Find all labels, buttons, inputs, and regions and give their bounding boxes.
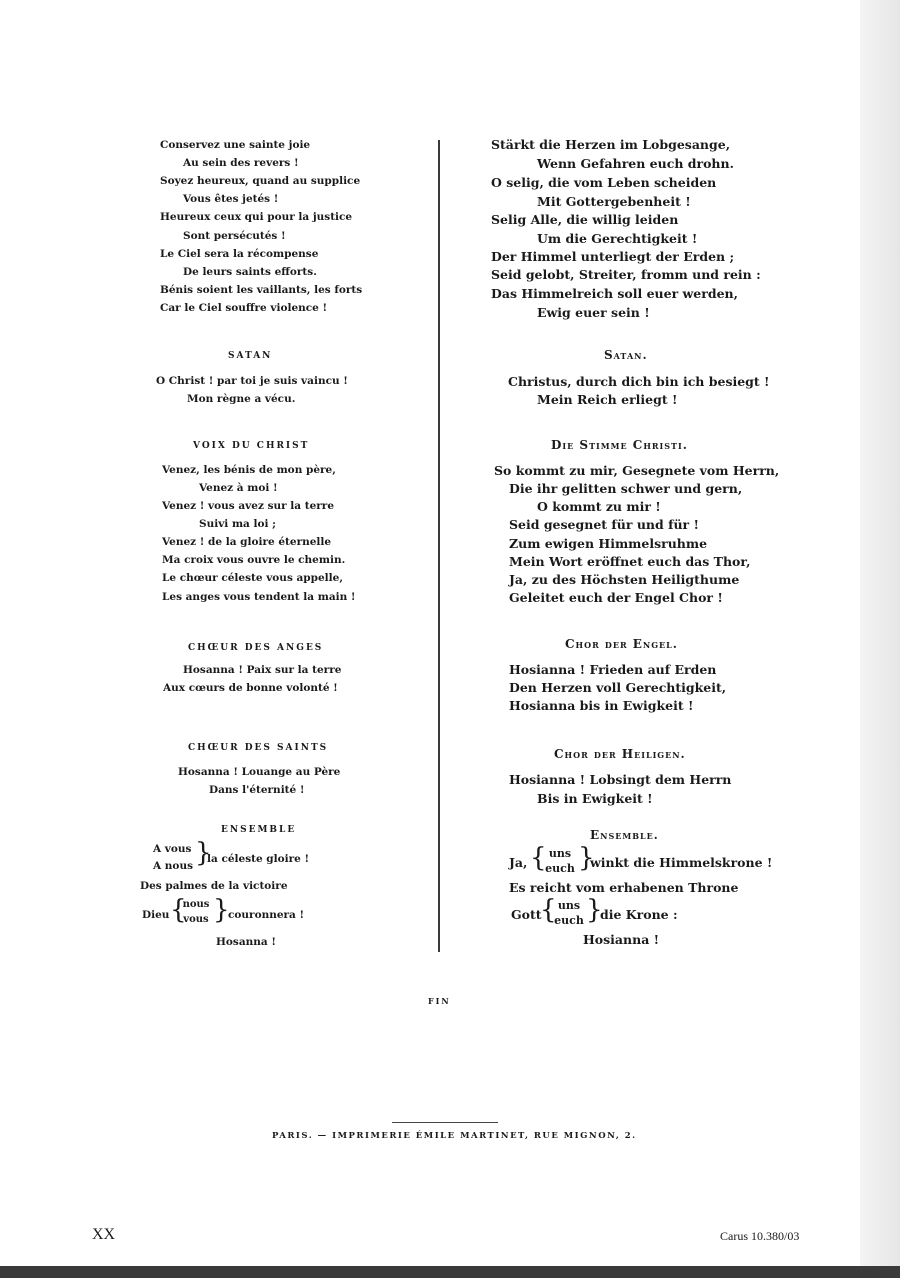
fr-ensemble-couronnera: couronnera !: [228, 909, 305, 921]
de-verse-line: So kommt zu mir, Gesegnete vom Herrn,: [494, 463, 780, 478]
de-verse-line: Mein Reich erliegt !: [537, 392, 678, 407]
de-verse-line: Wenn Gefahren euch drohn.: [537, 156, 734, 171]
right-brace: }: [586, 895, 603, 925]
de-verse-line: Die ihr gelitten schwer und gern,: [509, 481, 743, 496]
fr-verse-line: Mon règne a vécu.: [187, 393, 296, 405]
de-verse-line: Seid gelobt, Streiter, fromm und rein :: [491, 267, 761, 282]
fr-heading-satan: SATAN: [228, 351, 273, 361]
fr-verse-line: Hosanna ! Louange au Père: [178, 766, 341, 778]
fr-verse-line: Suivi ma loi ;: [199, 518, 277, 530]
fr-ensemble-vous: vous: [183, 914, 209, 925]
de-ensemble-krone: die Krone :: [600, 907, 678, 922]
de-verse-line: Geleitet euch der Engel Chor !: [509, 590, 723, 605]
de-ensemble-uns-euch: [550, 898, 588, 928]
right-brace: }: [578, 843, 595, 873]
de-ensemble-euch: euch: [554, 914, 584, 927]
de-verse-line: Das Himmelreich soll euer werden,: [491, 286, 738, 301]
fr-verse-line: Venez, les bénis de mon père,: [162, 464, 336, 476]
de-verse-line: Hosianna ! Lobsingt dem Herrn: [509, 772, 732, 787]
left-brace: {: [530, 843, 547, 873]
de-ensemble-uns-euch: [540, 846, 580, 876]
fr-verse-line: Venez ! de la gloire éternelle: [162, 536, 332, 548]
fr-heading-ensemble: ENSEMBLE: [221, 825, 297, 835]
de-ensemble-euch: euch: [545, 862, 575, 875]
fr-verse-line: Vous êtes jetés !: [183, 193, 279, 205]
page-edge: [860, 0, 900, 1266]
de-verse-line: Christus, durch dich bin ich besiegt !: [508, 374, 770, 389]
de-heading-saints: Chor der Heiligen.: [554, 747, 686, 761]
fr-verse-line: Sont persécutés !: [183, 230, 286, 242]
de-verse-line: O kommt zu mir !: [537, 499, 661, 514]
fr-ensemble-nous: nous: [182, 899, 210, 910]
de-verse-line: O selig, die vom Leben scheiden: [491, 175, 717, 190]
fr-verse-line: Conservez une sainte joie: [160, 139, 311, 151]
catalog-number: Carus 10.380/03: [720, 1229, 800, 1243]
fr-ensemble-a-nous: A nous: [153, 860, 193, 872]
fin-label: FIN: [428, 996, 451, 1006]
fr-verse-line: Soyez heureux, quand au supplice: [160, 175, 361, 187]
page-number: XX: [92, 1226, 116, 1243]
column-divider: [438, 140, 440, 952]
de-verse-line: Um die Gerechtigkeit !: [537, 231, 698, 246]
fr-ensemble-hosanna: Hosanna !: [216, 936, 276, 948]
de-ensemble-uns: uns: [557, 899, 581, 912]
fr-verse-line: Le chœur céleste vous appelle,: [162, 572, 343, 584]
de-verse-line: Ewig euer sein !: [537, 305, 650, 320]
de-verse-line: Bis in Ewigkeit !: [537, 791, 653, 806]
fr-verse-line: De leurs saints efforts.: [183, 266, 317, 278]
page-bottom-border: [0, 1266, 900, 1278]
de-verse-line: Mit Gottergebenheit !: [537, 194, 691, 209]
fr-verse-line: Bénis soient les vaillants, les forts: [160, 284, 363, 296]
fr-ensemble-gloire: la céleste gloire !: [207, 853, 310, 865]
de-heading-angels: Chor der Engel.: [565, 637, 678, 651]
fr-heading-angels: CHŒUR DES ANGES: [188, 643, 324, 653]
de-verse-line: Den Herzen voll Gerechtigkeit,: [509, 680, 727, 695]
fr-ensemble-palmes: Des palmes de la victoire: [140, 880, 288, 892]
de-verse-line: Hosianna bis in Ewigkeit !: [509, 698, 694, 713]
fr-verse-line: Venez à moi !: [199, 482, 278, 494]
de-verse-line: Zum ewigen Himmelsruhme: [509, 536, 708, 551]
printer-imprint: PARIS. — IMPRIMERIE ÉMILE MARTINET, RUE MIGNON, 2.: [272, 1131, 637, 1141]
de-heading-ensemble: Ensemble.: [590, 828, 659, 842]
de-verse-line: Ja, zu des Höchsten Heiligthume: [509, 572, 740, 587]
fr-verse-line: Le Ciel sera la récompense: [160, 248, 319, 260]
de-ensemble-winkt: winkt die Himmelskrone !: [590, 855, 773, 870]
fr-ensemble-dieu: Dieu: [142, 909, 170, 921]
fr-verse-line: Venez ! vous avez sur la terre: [162, 500, 335, 512]
de-verse-line: Der Himmel unterliegt der Erden ;: [491, 249, 735, 264]
de-verse-line: Stärkt die Herzen im Lobgesange,: [491, 137, 731, 152]
fr-ensemble-a-vous: A vous: [153, 843, 192, 855]
left-brace: {: [170, 895, 187, 925]
fr-verse-line: Au sein des revers !: [183, 157, 299, 169]
de-verse-line: Mein Wort eröffnet euch das Thor,: [509, 554, 751, 569]
fr-verse-line: Les anges vous tendent la main !: [162, 591, 356, 603]
fr-verse-line: Ma croix vous ouvre le chemin.: [162, 554, 346, 566]
fr-verse-line: Dans l'éternité !: [209, 784, 305, 796]
de-ensemble-ja: Ja,: [509, 855, 528, 870]
fr-verse-line: O Christ ! par toi je suis vaincu !: [156, 375, 348, 387]
de-heading-christ: Die Stimme Christi.: [551, 438, 688, 452]
de-ensemble-hosianna: Hosianna !: [583, 932, 660, 947]
de-ensemble-reicht: Es reicht vom erhabenen Throne: [509, 880, 739, 895]
right-brace: }: [195, 838, 212, 868]
fr-heading-saints: CHŒUR DES SAINTS: [188, 743, 329, 753]
de-ensemble-gott: Gott: [511, 907, 542, 922]
fr-verse-line: Aux cœurs de bonne volonté !: [163, 682, 338, 694]
left-brace: {: [540, 895, 557, 925]
fr-verse-line: Hosanna ! Paix sur la terre: [183, 664, 342, 676]
fr-heading-christ: VOIX DU CHRIST: [193, 441, 310, 451]
de-verse-line: Seid gesegnet für und für !: [509, 517, 699, 532]
de-ensemble-uns: uns: [548, 847, 572, 860]
de-verse-line: Hosianna ! Frieden auf Erden: [509, 662, 717, 677]
fr-verse-line: Heureux ceux qui pour la justice: [160, 211, 353, 223]
fr-ensemble-nous-vous: [181, 897, 211, 927]
fr-verse-line: Car le Ciel souffre violence !: [160, 302, 328, 314]
de-verse-line: Selig Alle, die willig leiden: [491, 212, 679, 227]
imprint-rule: [392, 1122, 498, 1123]
de-heading-satan: Satan.: [604, 348, 648, 362]
right-brace: }: [213, 895, 230, 925]
